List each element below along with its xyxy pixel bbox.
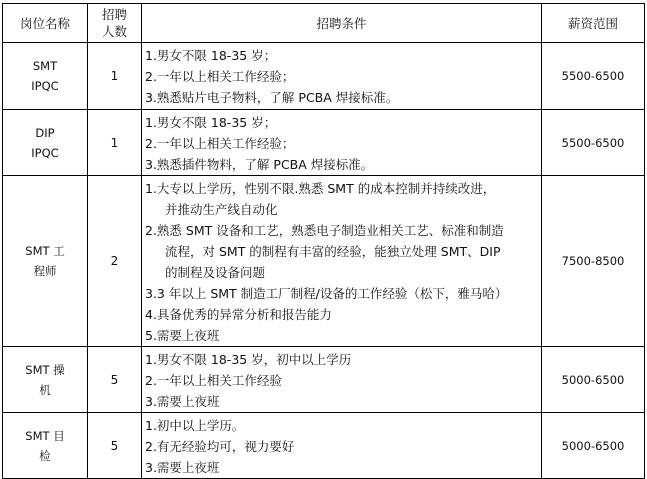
requirement-item [145, 391, 539, 412]
position-cell: SMT 操机 [3, 347, 88, 413]
requirement-continuation: 并推动生产线自动化 [165, 202, 278, 217]
count-cell: 5 [88, 413, 142, 479]
requirement-item [145, 220, 539, 283]
header-position: 岗位名称 [3, 4, 88, 43]
requirement-item [145, 349, 539, 370]
salary-cell: 5500-6500 [542, 110, 645, 176]
requirement-line: 2.有无经验均可，视力要好 [145, 439, 295, 454]
requirements-cell [142, 110, 542, 176]
salary-cell: 5000-6500 [542, 347, 645, 413]
count-cell: 2 [88, 176, 142, 347]
requirement-item [145, 66, 539, 87]
requirement-line: 1.男女不限 18-35 岁； [145, 48, 277, 63]
requirement-item [145, 283, 539, 304]
requirement-line: 2.一年以上相关工作经验； [145, 69, 295, 84]
requirement-continuation: 的制程及设备问题 [165, 265, 266, 280]
requirement-item [145, 178, 539, 220]
header-requirements: 招聘条件 [142, 4, 542, 43]
requirement-line: 3.熟悉插件物料，了解 PCBA 焊接标准。 [145, 157, 374, 172]
requirement-item [145, 415, 539, 436]
salary-cell: 7500-8500 [542, 176, 645, 347]
position-cell: SMT 工程师 [3, 176, 88, 347]
header-salary: 薪资范围 [542, 4, 645, 43]
requirement-item [145, 370, 539, 391]
requirement-item [145, 87, 539, 108]
requirement-line: 3.熟悉贴片电子物料，了解 PCBA 焊接标准。 [145, 90, 399, 105]
header-count [88, 4, 142, 43]
count-cell: 5 [88, 347, 142, 413]
table-row [3, 110, 645, 176]
table-row [3, 176, 645, 347]
table-body [3, 43, 645, 479]
salary-cell: 5000-6500 [542, 413, 645, 479]
requirements-cell [142, 347, 542, 413]
requirement-continuation: 流程，对 SMT 的制程有丰富的经验，能独立处理 SMT、DIP [165, 244, 501, 259]
position-cell: SMT IPQC [3, 43, 88, 110]
count-cell: 1 [88, 43, 142, 110]
requirements-cell [142, 413, 542, 479]
requirement-line: 4.具备优秀的异常分析和报告能力 [145, 307, 332, 322]
requirement-line: 2.一年以上相关工作经验 [145, 373, 282, 388]
count-cell: 1 [88, 110, 142, 176]
requirement-line: 1.大专以上学历，性别不限.熟悉 SMT 的成本控制并持续改进， [145, 181, 496, 196]
requirement-line: 1.初中以上学历。 [145, 418, 245, 433]
requirement-line: 2.一年以上相关工作经验； [145, 136, 295, 151]
header-count-line1: 招聘 [101, 7, 127, 22]
requirement-item [145, 457, 539, 478]
header-row [3, 4, 645, 43]
requirement-item [145, 112, 539, 133]
requirement-item [145, 133, 539, 154]
table-row [3, 413, 645, 479]
requirement-line: 1.男女不限 18-35 岁； [145, 115, 277, 130]
position-cell: SMT 目检 [3, 413, 88, 479]
table-row [3, 347, 645, 413]
recruitment-table [2, 3, 645, 479]
requirement-line: 3.需要上夜班 [145, 460, 220, 475]
requirement-item [145, 45, 539, 66]
position-cell: DIP IPQC [3, 110, 88, 176]
requirement-line: 1.男女不限 18-35 岁，初中以上学历 [145, 352, 352, 367]
requirement-line: 3.需要上夜班 [145, 394, 220, 409]
requirement-item [145, 436, 539, 457]
requirements-cell [142, 43, 542, 110]
requirement-line: 5.需要上夜班 [145, 328, 220, 343]
requirement-item [145, 325, 539, 346]
header-count-line2: 人数 [101, 24, 127, 39]
requirements-cell [142, 176, 542, 347]
requirement-item [145, 304, 539, 325]
salary-cell: 5500-6500 [542, 43, 645, 110]
requirement-line: 3.3 年以上 SMT 制造工厂制程/设备的工作经验（松下，雅马哈） [145, 286, 508, 301]
table-row [3, 43, 645, 110]
requirement-item [145, 154, 539, 175]
requirement-line: 2.熟悉 SMT 设备和工艺，熟悉电子制造业相关工艺、标准和制造 [145, 223, 504, 238]
